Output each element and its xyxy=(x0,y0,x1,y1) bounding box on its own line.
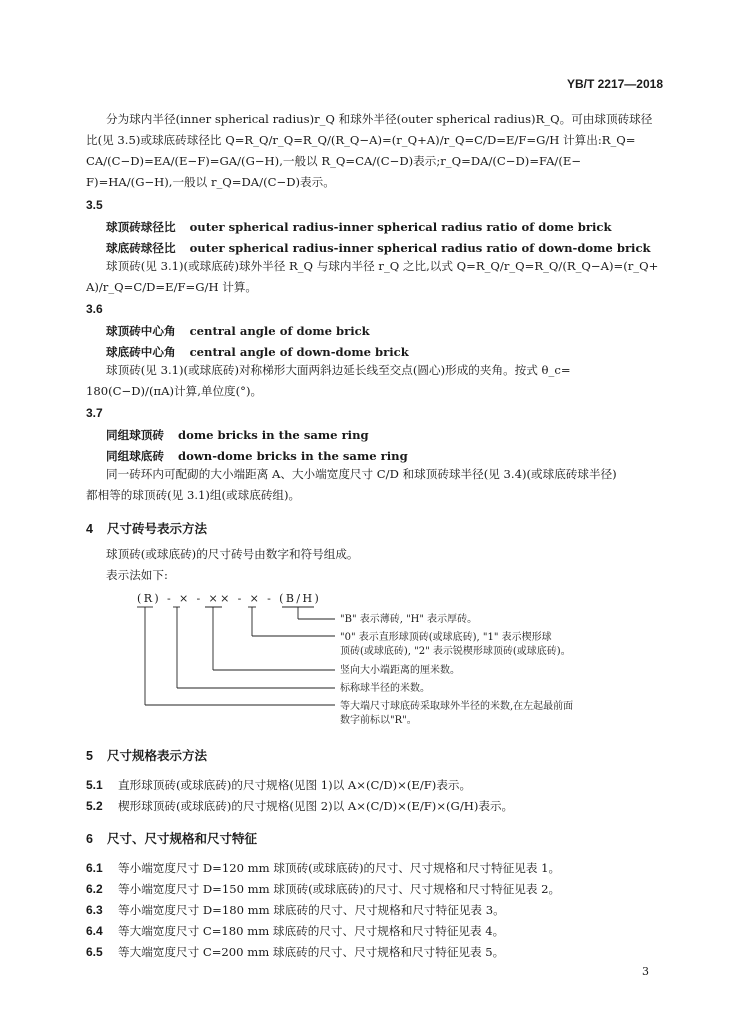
clause-text: 等小端宽度尺寸 D=150 mm 球顶砖(或球底砖)的尺寸、尺寸规格和尺寸特征见表 2。 xyxy=(118,882,561,896)
term-cn: 球顶砖球径比 xyxy=(106,220,176,234)
annotation-thickness: "B" 表示薄砖, "H" 表示厚砖。 xyxy=(340,614,478,625)
term-cn: 球顶砖中心角 xyxy=(106,324,176,338)
clause-3-7-body-2: 都相等的球顶砖(见 3.1)组(或球底砖组)。 xyxy=(86,488,301,502)
clause-3-5-body-2: A)/r_Q=C/D=E/F=G/H 计算。 xyxy=(86,280,258,294)
annotation-type-1: "0" 表示直形球顶砖(或球底砖), "1" 表示楔形球 xyxy=(340,632,552,643)
term-en: outer spherical radius-inner spherical radius ratio of down-dome brick xyxy=(189,241,651,255)
page-number: 3 xyxy=(642,965,649,978)
clause-text: 直形球顶砖(或球底砖)的尺寸规格(见图 1)以 A×(C/D)×(E/F)表示。 xyxy=(118,778,472,792)
term-cn: 球底砖球径比 xyxy=(106,241,176,255)
clause-text: 等小端宽度尺寸 D=180 mm 球底砖的尺寸、尺寸规格和尺寸特征见表 3。 xyxy=(118,903,505,917)
annotation-r-prefix-2: 数字前标以"R"。 xyxy=(340,715,417,726)
section-number: 5 xyxy=(86,749,93,763)
term-cn: 同组球底砖 xyxy=(106,449,164,463)
clause-number: 6.4 xyxy=(86,924,103,938)
annotation-distance: 竖向大小端距离的厘米数。 xyxy=(340,665,460,676)
clause-number: 6.1 xyxy=(86,861,103,875)
term-en: central angle of dome brick xyxy=(189,324,370,338)
clause-text: 等大端宽度尺寸 C=200 mm 球底砖的尺寸、尺寸规格和尺寸特征见表 5。 xyxy=(118,945,505,959)
annotation-radius: 标称球半径的米数。 xyxy=(340,683,430,694)
section-4-para-2: 表示法如下: xyxy=(106,568,168,582)
clause-6-3 xyxy=(86,902,505,918)
clause-3-6-body-2: 180(C−D)/(πA)计算,单位度(°)。 xyxy=(86,384,263,398)
clause-3-5-body-1: 球顶砖(见 3.1)(或球底砖)球外半径 R_Q 与球内半径 r_Q 之比,以式 Q=R_Q/r_Q=R_Q/(R_Q−A)=(r_Q+ xyxy=(106,259,659,273)
doc-header-id: YB/T 2217—2018 xyxy=(566,77,663,91)
term-cn: 球底砖中心角 xyxy=(106,345,176,359)
clause-5-2 xyxy=(86,798,513,814)
annotation-type-2: 顶砖(或球底砖), "2" 表示锐楔形球顶砖(或球底砖)。 xyxy=(340,646,571,657)
annotation-r-prefix-1: 等大端尺寸球底砖采取球外半径的米数,在左起最前面 xyxy=(340,701,574,712)
section-title: 尺寸、尺寸规格和尺寸特征 xyxy=(106,832,257,846)
term-en: dome bricks in the same ring xyxy=(177,428,369,442)
intro-line-1: 分为球内半径(inner spherical radius)r_Q 和球外半径(outer spherical radius)R_Q。可由球顶砖球径 xyxy=(106,112,653,126)
clause-number: 6.3 xyxy=(86,903,103,917)
clause-3-7-body-1: 同一砖环内可配砌的大小端距离 A、大小端宽度尺寸 C/D 和球顶砖球半径(见 3.4)(或球底砖球半径) xyxy=(106,467,617,481)
clause-6-5 xyxy=(86,944,504,960)
term-en: central angle of down-dome brick xyxy=(189,345,409,359)
clause-3-7-number: 3.7 xyxy=(86,406,103,420)
clause-number: 6.5 xyxy=(86,945,103,959)
clause-3-5-number: 3.5 xyxy=(86,198,103,212)
section-title: 尺寸规格表示方法 xyxy=(106,749,207,763)
clause-text: 楔形球顶砖(或球底砖)的尺寸规格(见图 2)以 A×(C/D)×(E/F)×(G/H)表示。 xyxy=(118,799,514,813)
clause-number: 5.1 xyxy=(86,778,103,792)
clause-3-6-body-1: 球顶砖(见 3.1)(或球底砖)对称梯形大面两斜边延长线至交点(圆心)形成的夹角。按式 θ_c= xyxy=(106,363,571,377)
intro-line-4: F)=HA/(G−H),一般以 r_Q=DA/(C−D)表示。 xyxy=(86,175,335,189)
section-number: 6 xyxy=(86,832,93,846)
intro-line-3: CA/(C−D)=EA/(E−F)=GA/(G−H),一般以 R_Q=CA/(C−D)表示;r_Q=DA/(C−D)=FA/(E− xyxy=(86,154,582,168)
clause-6-2 xyxy=(86,881,560,897)
section-5-heading xyxy=(86,746,207,764)
clause-text: 等大端宽度尺寸 C=180 mm 球底砖的尺寸、尺寸规格和尺寸特征见表 4。 xyxy=(118,924,505,938)
term-en: down-dome bricks in the same ring xyxy=(177,449,408,463)
clause-5-1 xyxy=(86,777,471,793)
section-title: 尺寸砖号表示方法 xyxy=(106,522,207,536)
clause-number: 6.2 xyxy=(86,882,103,896)
section-6-heading xyxy=(86,829,257,847)
clause-6-1 xyxy=(86,860,560,876)
section-number: 4 xyxy=(86,522,93,536)
intro-line-2: 比(见 3.5)或球底砖球径比 Q=R_Q/r_Q=R_Q/(R_Q−A)=(r_Q+A)/r_Q=C/D=E/F=G/H 计算出:R_Q= xyxy=(86,133,636,147)
term-cn: 同组球顶砖 xyxy=(106,428,164,442)
notation-code: (R) - × - ×× - × - (B/H) xyxy=(137,592,322,605)
term-en: outer spherical radius-inner spherical radius ratio of dome brick xyxy=(189,220,612,234)
clause-3-6-number: 3.6 xyxy=(86,302,103,316)
clause-6-4 xyxy=(86,923,504,939)
section-4-para-1: 球顶砖(或球底砖)的尺寸砖号由数字和符号组成。 xyxy=(106,547,359,561)
clause-number: 5.2 xyxy=(86,799,103,813)
clause-text: 等小端宽度尺寸 D=120 mm 球顶砖(或球底砖)的尺寸、尺寸规格和尺寸特征见表 1。 xyxy=(118,861,561,875)
